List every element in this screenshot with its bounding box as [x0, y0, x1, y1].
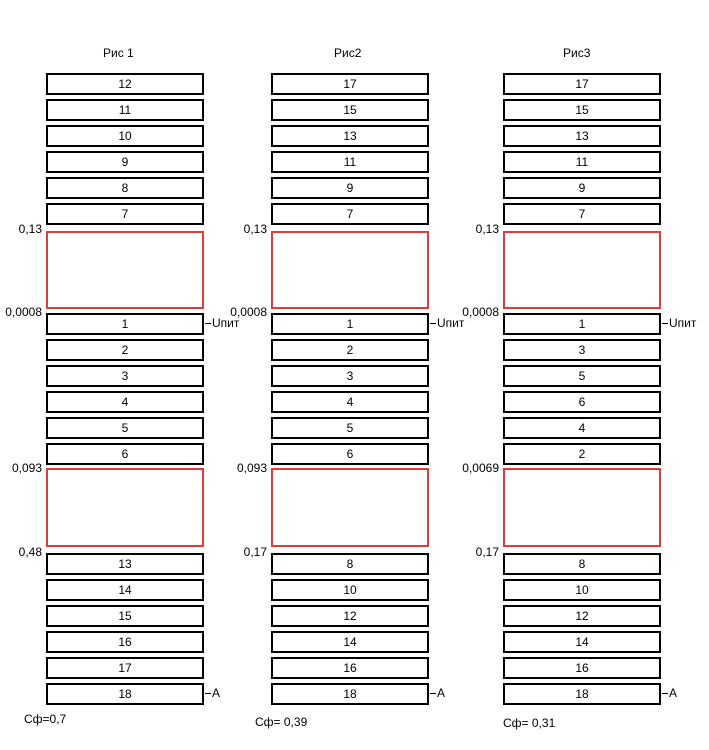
upit-label: Uпит — [437, 316, 465, 330]
value-label: 0,0008 — [5, 305, 42, 319]
upit-label: Uпит — [212, 316, 240, 330]
red-block-1 — [46, 231, 204, 309]
top-cell: 8 — [46, 177, 204, 199]
bottom-cell: 16 — [46, 631, 204, 653]
bottom-cell: 16 — [271, 657, 429, 679]
value-label: 0,0008 — [462, 305, 499, 319]
red-block-2 — [46, 468, 204, 547]
top-cell: 15 — [271, 99, 429, 121]
value-label: 0,17 — [475, 545, 499, 559]
middle-cell: 5 — [503, 365, 661, 387]
cf-value: Cф= 0,39 — [255, 715, 308, 729]
bottom-cell: 16 — [503, 657, 661, 679]
value-label: 0,13 — [243, 222, 267, 236]
bottom-cell: 14 — [503, 631, 661, 653]
value-label: 0,13 — [475, 222, 499, 236]
top-cell: 11 — [271, 151, 429, 173]
pin-line — [430, 693, 436, 694]
pin-line — [205, 693, 211, 694]
middle-cell: 2 — [271, 339, 429, 361]
middle-cell: 1 — [46, 313, 204, 335]
middle-cell: 3 — [503, 339, 661, 361]
middle-cell: 6 — [271, 443, 429, 465]
cf-value: Cф= 0,31 — [503, 716, 556, 730]
value-label: 0,13 — [18, 222, 42, 236]
bottom-cell: 17 — [46, 657, 204, 679]
middle-cell: 4 — [271, 391, 429, 413]
middle-cell: 1 — [271, 313, 429, 335]
bottom-cell: 18 — [46, 683, 204, 705]
bottom-cell: 14 — [46, 579, 204, 601]
red-block-2 — [271, 468, 429, 547]
value-label: 0,093 — [236, 461, 267, 475]
middle-cell: 3 — [46, 365, 204, 387]
a-pin — [662, 686, 677, 700]
value-label: 0,0008 — [230, 305, 267, 319]
top-cell: 7 — [46, 203, 204, 225]
value-label: 0,48 — [18, 545, 42, 559]
red-block-2 — [503, 468, 661, 547]
middle-cell: 6 — [503, 391, 661, 413]
top-cell: 7 — [271, 203, 429, 225]
bottom-cell: 10 — [503, 579, 661, 601]
bottom-cell: 15 — [46, 605, 204, 627]
top-cell: 12 — [46, 73, 204, 95]
bottom-cell: 12 — [503, 605, 661, 627]
pin-line — [205, 323, 211, 324]
figure-title: Рис3 — [563, 46, 591, 60]
bottom-cell: 8 — [271, 553, 429, 575]
bottom-cell: 13 — [46, 553, 204, 575]
bottom-cell: 12 — [271, 605, 429, 627]
top-cell: 17 — [271, 73, 429, 95]
value-label: 0,17 — [243, 545, 267, 559]
top-cell: 10 — [46, 125, 204, 147]
cf-value: Cф=0,7 — [24, 712, 67, 726]
top-cell: 9 — [503, 177, 661, 199]
top-cell: 9 — [46, 151, 204, 173]
value-label: 0,0069 — [462, 461, 499, 475]
pin-line — [662, 693, 668, 694]
middle-cell: 6 — [46, 443, 204, 465]
upit-pin — [662, 316, 696, 330]
upit-label: Uпит — [669, 316, 697, 330]
red-block-1 — [271, 231, 429, 309]
bottom-cell: 10 — [271, 579, 429, 601]
top-cell: 15 — [503, 99, 661, 121]
pin-line — [662, 323, 668, 324]
top-cell: 11 — [46, 99, 204, 121]
a-pin — [205, 686, 220, 700]
a-label: A — [212, 686, 221, 700]
bottom-cell: 18 — [503, 683, 661, 705]
top-cell: 17 — [503, 73, 661, 95]
middle-cell: 3 — [271, 365, 429, 387]
red-block-1 — [503, 231, 661, 309]
a-label: A — [669, 686, 678, 700]
upit-pin — [430, 316, 464, 330]
a-pin — [430, 686, 445, 700]
middle-cell: 4 — [46, 391, 204, 413]
figure-title: Рис 1 — [103, 46, 134, 60]
middle-cell: 5 — [271, 417, 429, 439]
top-cell: 13 — [271, 125, 429, 147]
top-cell: 11 — [503, 151, 661, 173]
value-label: 0,093 — [11, 461, 42, 475]
bottom-cell: 8 — [503, 553, 661, 575]
middle-cell: 4 — [503, 417, 661, 439]
pin-line — [430, 323, 436, 324]
bottom-cell: 14 — [271, 631, 429, 653]
figure-title: Рис2 — [334, 46, 362, 60]
middle-cell: 2 — [46, 339, 204, 361]
top-cell: 13 — [503, 125, 661, 147]
top-cell: 9 — [271, 177, 429, 199]
middle-cell: 2 — [503, 443, 661, 465]
middle-cell: 1 — [503, 313, 661, 335]
bottom-cell: 18 — [271, 683, 429, 705]
middle-cell: 5 — [46, 417, 204, 439]
top-cell: 7 — [503, 203, 661, 225]
a-label: A — [437, 686, 446, 700]
